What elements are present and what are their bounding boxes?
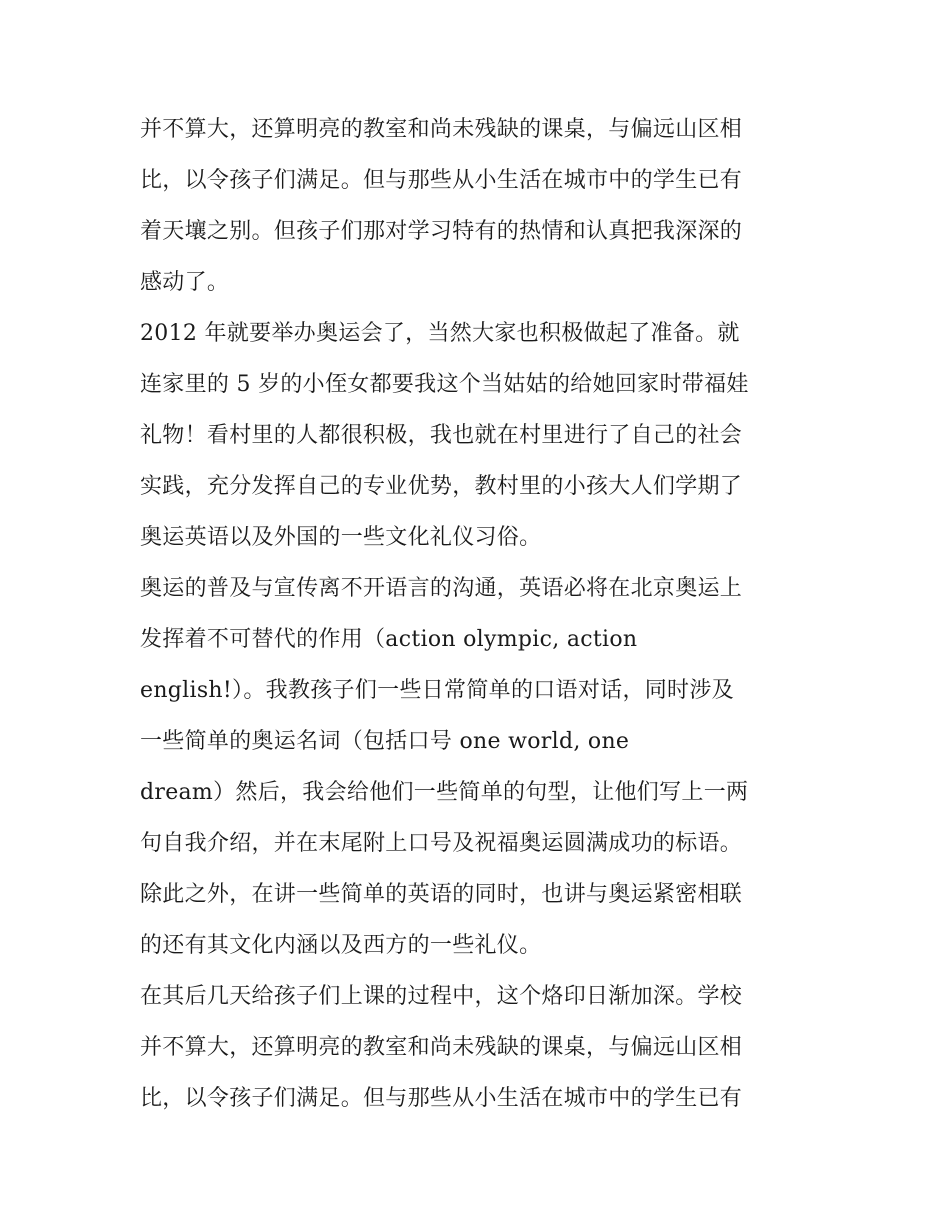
text-line: 除此之外，在讲一些简单的英语的同时，也讲与奥运紧密相联 <box>140 882 743 907</box>
text-line: 的还有其文化内涵以及西方的一些礼仪。 <box>140 933 542 958</box>
text-line: 并不算大，还算明亮的教室和尚未残缺的课桌，与偏远山区相 <box>140 117 743 142</box>
text-line: 连家里的 5 岁的小侄女都要我这个当姑姑的给她回家时带福娃 <box>140 372 749 397</box>
text-line: 句自我介绍，并在末尾附上口号及祝福奥运圆满成功的标语。 <box>140 831 743 856</box>
text-line: 奥运的普及与宣传离不开语言的沟通，英语必将在北京奥运上 <box>140 576 743 601</box>
text-line: english!）。我教孩子们一些日常简单的口语对话，同时涉及 <box>140 678 734 703</box>
text-line: 实践，充分发挥自己的专业优势，教村里的小孩大人们学期了 <box>140 474 743 499</box>
text-line: 礼物！看村里的人都很积极，我也就在村里进行了自己的社会 <box>140 423 743 448</box>
text-line: dream）然后，我会给他们一些简单的句型，让他们写上一两 <box>140 780 749 805</box>
text-line: 比，以令孩子们满足。但与那些从小生活在城市中的学生已有 <box>140 1086 743 1111</box>
text-line: 着天壤之别。但孩子们那对学习特有的热情和认真把我深深的 <box>140 219 743 244</box>
document-body <box>140 104 820 1124</box>
text-line: 奥运英语以及外国的一些文化礼仪习俗。 <box>140 525 542 550</box>
text-line: 并不算大，还算明亮的教室和尚未残缺的课桌，与偏远山区相 <box>140 1035 743 1060</box>
text-line: 发挥着不可替代的作用（action olympic, action <box>140 627 638 652</box>
text-line: 2012 年就要举办奥运会了，当然大家也积极做起了准备。就 <box>140 321 740 346</box>
text-line: 一些简单的奥运名词（包括口号 one world, one <box>140 729 630 754</box>
text-line: 比，以令孩子们满足。但与那些从小生活在城市中的学生已有 <box>140 168 743 193</box>
text-line: 在其后几天给孩子们上课的过程中，这个烙印日渐加深。学校 <box>140 984 743 1009</box>
text-line: 感动了。 <box>140 270 230 295</box>
